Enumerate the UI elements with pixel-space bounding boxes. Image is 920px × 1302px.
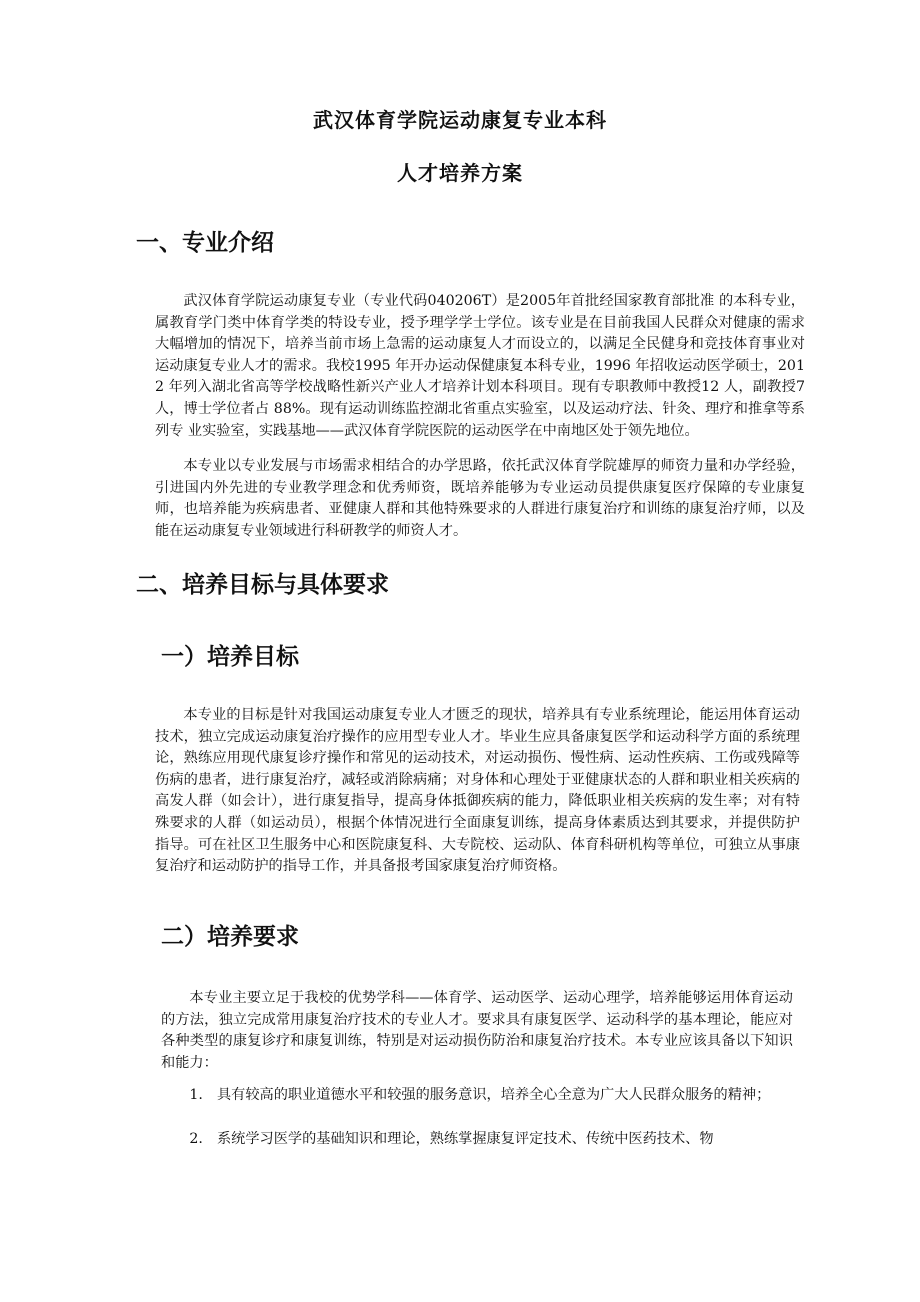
goals-paragraph: 本专业的目标是针对我国运动康复专业人才匮乏的现状，培养具有专业系统理论，能运用体育运动技术，独立完成运动康复治疗操作的应用型专业人才。毕业生应具备康复医学和运动科学方面的系统理论，熟练应用现代康复诊疗操作和常见的运动技术，对运动损伤、慢性病、运动性疾病、工伤或残障等伤病的患者，进行康复治疗，减轻或消除病痛；对身体和心理处于亚健康状态的人群和职业相关疾病的高发人群（如会计），进行康复指导，提高身体抵御疾病的能力，降低职业相关疾病的发生率；对有特殊要求的人群（如运动员），根据个体情况进行全面康复训练，提高身体素质达到其要求，并提供防护指导。可在社区卫生服务中心和医院康复科、大专院校、运动队、体育科研机构等单位，可独立从事康复治疗和运动防护的指导工作，并具备报考国家康复治疗师资格。 (155, 707, 800, 875)
requirements-paragraph: 本专业主要立足于我校的优势学科——体育学、运动医学、运动心理学，培养能够运用体育运动的方法，独立完成常用康复治疗技术的专业人才。要求具有康复医学、运动科学的基本理论，能应对各种类型的康复诊疗和康复训练，特别是对运动损伤防治和康复治疗技术。本专业应该具备以下知识和能力： (161, 990, 793, 1071)
requirement-item-text: 具有较高的职业道德水平和较强的服务意识，培养全心全意为广大人民群众服务的精神； (216, 1087, 771, 1103)
requirement-item (161, 1085, 793, 1107)
document-title-line-2: 人才培养方案 (397, 161, 523, 185)
intro-paragraph-1: 武汉体育学院运动康复专业（专业代码040206T）是2005年首批经国家教育部批准 的本科专业，属教育学门类中体育学类的特设专业，授予理学学士学位。该专业是在目前我国人民群众对健康的需求大幅增加的情况下，培养当前市场上急需的运动康复人才而设立的，以满足全民健身和竞技体育事业对运动康复专业人才的需求。我校1995 年开办运动保健康复本科专业，1996 年招收运动医学硕士，2012 年列入湖北省高等学校战略性新兴产业人才培养计划本科项目。现有专职教师中教授12 人，副教授7 人，博士学位者占 88%。现有运动训练监控湖北省重点实验室，以及运动疗法、针灸、理疗和推拿等系列专 业实验室，实践基地——武汉体育学院医院的运动医学在中南地区处于领先地位。 (155, 293, 805, 439)
requirement-item-text: 系统学习医学的基础知识和理论，熟练掌握康复评定技术、传统中医药技术、物 (216, 1131, 714, 1147)
section-heading-introduction: 一、专业介绍 (136, 230, 274, 256)
requirement-item (161, 1129, 793, 1151)
subsection-heading-goals: 一）培养目标 (161, 644, 299, 670)
document-title-line-1: 武汉体育学院运动康复专业本科 (313, 108, 607, 132)
subsection-heading-requirements: 二）培养要求 (161, 924, 299, 950)
requirement-item-number: 2. (189, 1131, 203, 1147)
intro-paragraph-2: 本专业以专业发展与市场需求相结合的办学思路，依托武汉体育学院雄厚的师资力量和办学经验，引进国内外先进的专业教学理念和优秀师资，既培养能够为专业运动员提供康复医疗保障的专业康复师，也培养能为疾病患者、亚健康人群和其他特殊要求的人群进行康复治疗和训练的康复治疗师，以及能在运动康复专业领域进行科研教学的师资人才。 (155, 458, 805, 539)
requirement-item-number: 1. (189, 1087, 203, 1103)
section-heading-goals-requirements: 二、培养目标与具体要求 (136, 572, 389, 598)
